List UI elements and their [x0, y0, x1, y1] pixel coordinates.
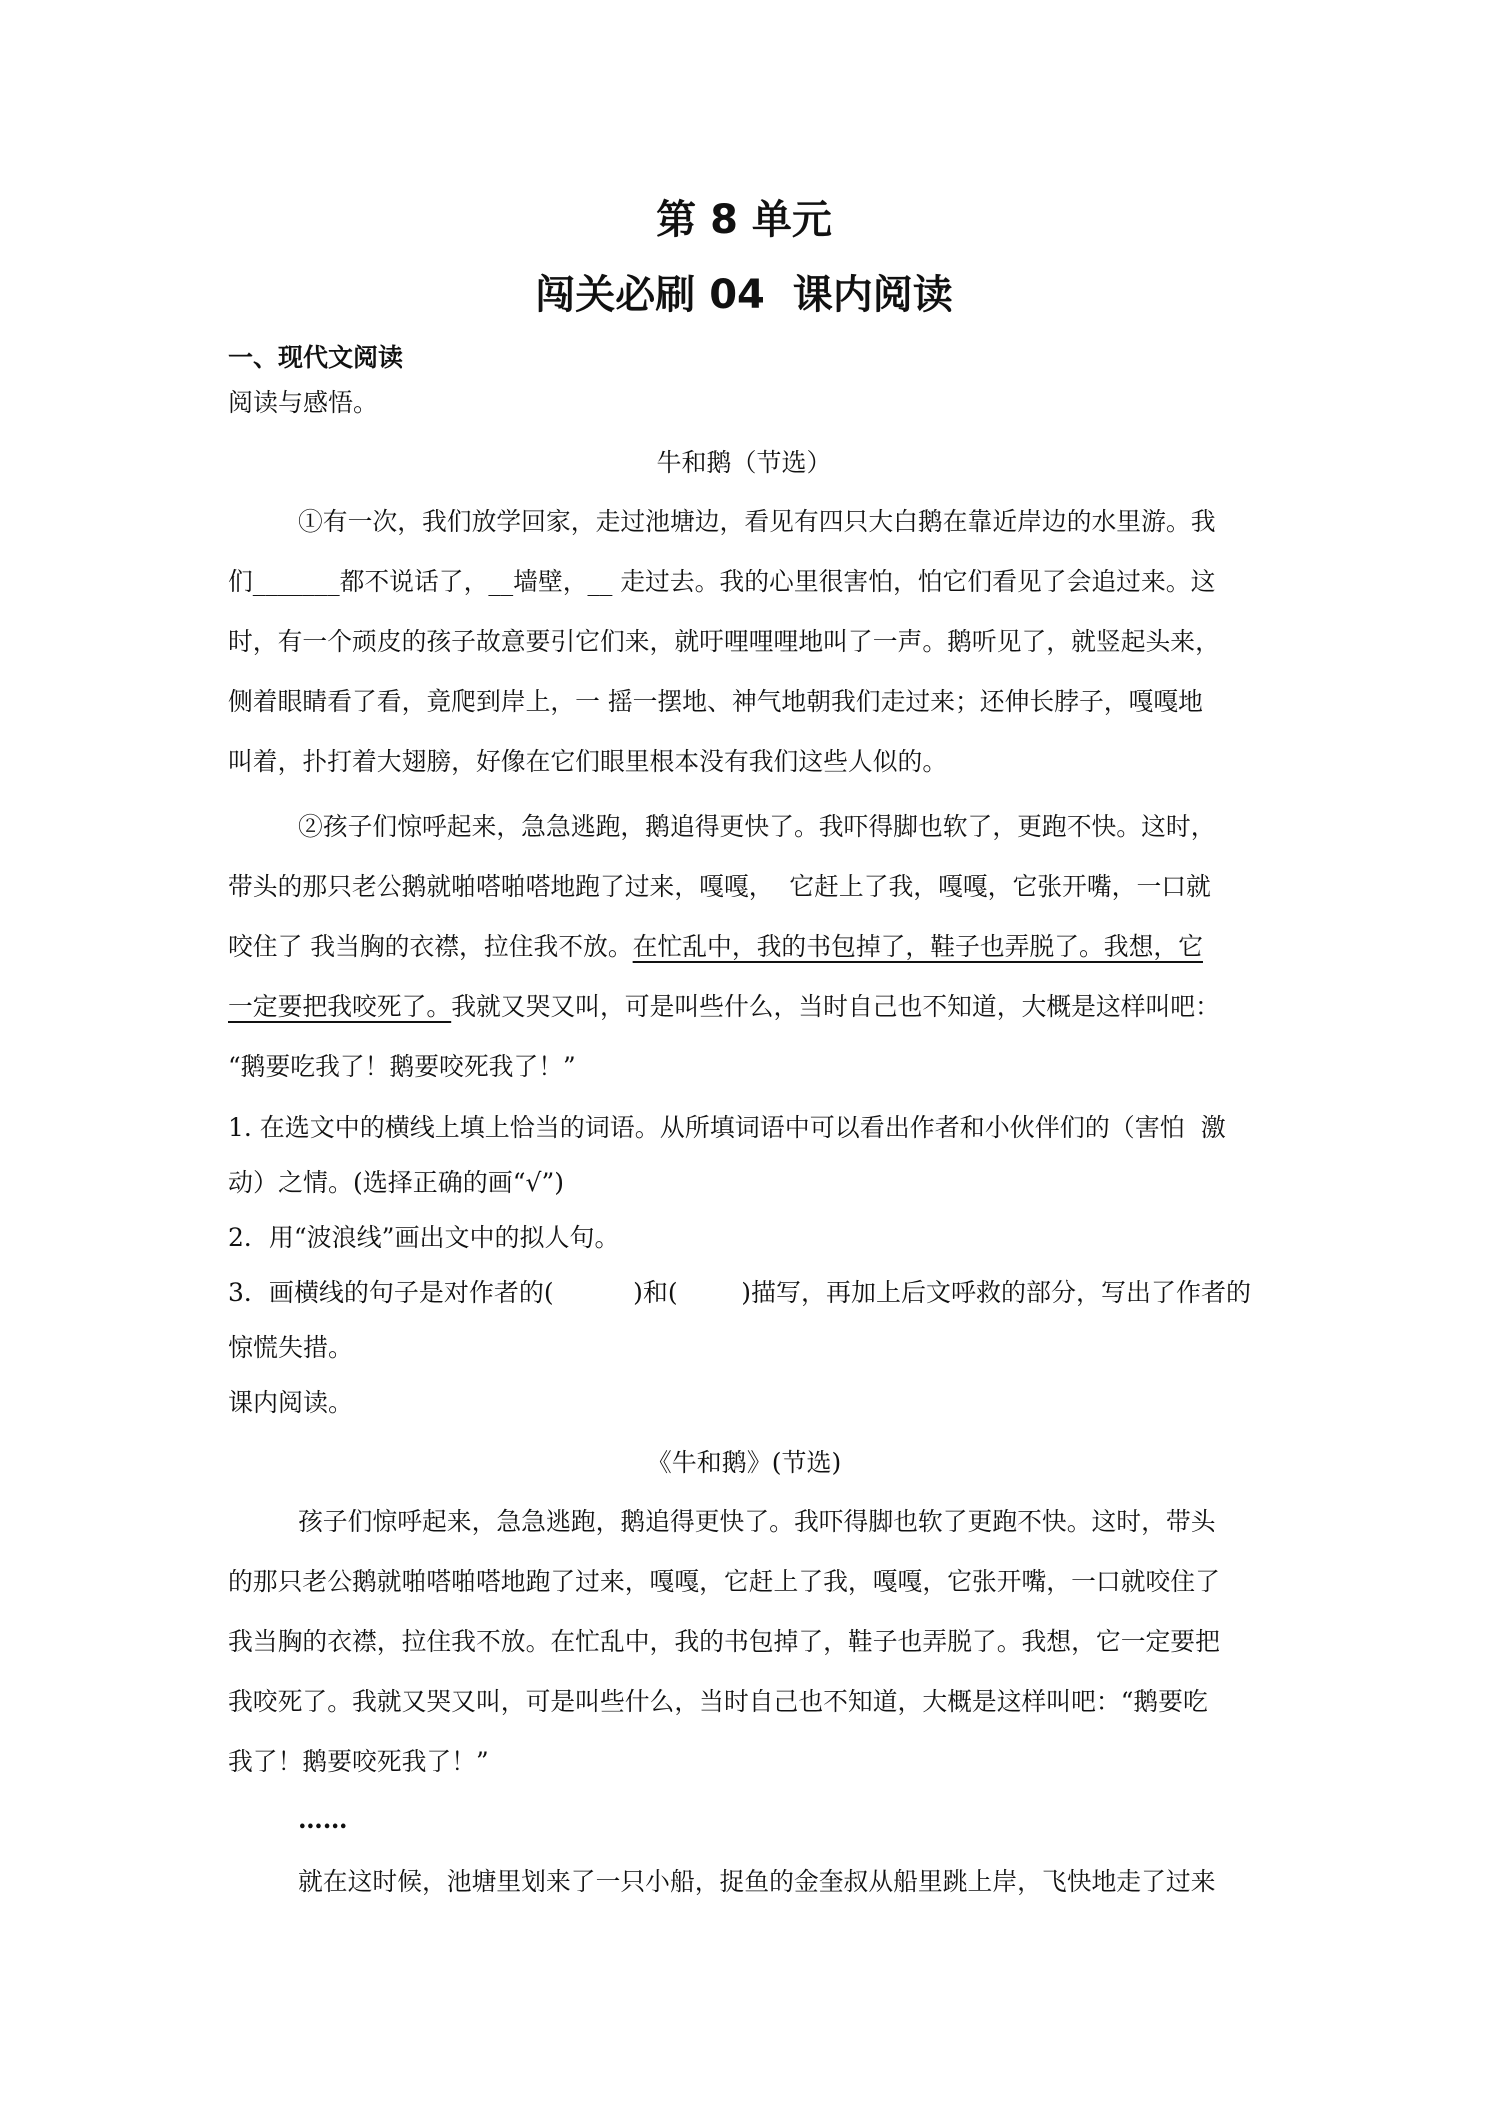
part1-p2-line-3 [228, 932, 1203, 961]
part1-p1-line-4: 侧着眼睛看了看，竟爬到岸上，一 摇一摆地、神气地朝我们走过来；还伸长脖子，嘎嘎地 [228, 687, 1203, 716]
part2-p1-line-3: 我当胸的衣襟，拉住我不放。在忙乱中，我的书包掉了，鞋子也弄脱了。我想，它一定要把 [228, 1627, 1220, 1656]
part1-p1-line-5: 叫着，扑打着大翅膀，好像在它们眼里根本没有我们这些人似的。 [228, 747, 948, 776]
part2-p1-line-2: 的那只老公鹅就啪嗒啪嗒地跑了过来，嘎嘎，它赶上了我，嘎嘎，它张开嘴，一口就咬住了 [228, 1567, 1220, 1596]
part1-p2-line-1: ②孩子们惊呼起来，急急逃跑，鹅追得更快了。我吓得脚也软了，更跑不快。这时， [298, 812, 1216, 841]
p2-line4-plain: 我就又哭又叫，可是叫些什么，当时自己也不知道，大概是这样叫吧： [451, 992, 1220, 1021]
part2-p1-line-1: 孩子们惊呼起来，急急逃跑，鹅追得更快了。我吓得脚也软了更跑不快。这时，带头 [298, 1507, 1216, 1536]
question-1-line-1: 1. 在选文中的横线上填上恰当的词语。从所填词语中可以看出作者和小伙伴们的（害怕 激 [228, 1113, 1226, 1142]
part1-p1-line-2: 们_______都不说话了，__墙壁，__ 走过去。我的心里很害怕，怕它们看见了会追过来。这 [228, 567, 1216, 596]
part2-p1-line-5: 我了！鹅要咬死我了！” [228, 1747, 489, 1776]
part1-p1-line-1: ①有一次，我们放学回家，走过池塘边，看见有四只大白鹅在靠近岸边的水里游。我 [298, 507, 1216, 536]
part1-p1-line-3: 时，有一个顽皮的孩子故意要引它们来，就吁哩哩哩地叫了一声。鹅听见了，就竖起头来， [228, 627, 1220, 656]
part1-instruction: 阅读与感悟。 [228, 388, 379, 417]
question-3-line-1: 3．画横线的句子是对作者的( )和( )描写，再加上后文呼救的部分，写出了作者的 [228, 1278, 1251, 1307]
page-title: 第 8 单元 [656, 197, 832, 243]
part2-p2-line-1: 就在这时候，池塘里划来了一只小船，捉鱼的金奎叔从船里跳上岸，飞快地走了过来 [298, 1867, 1216, 1896]
page-subtitle: 闯关必刷 04 课内阅读 [535, 272, 953, 318]
part1-p2-line-4 [228, 992, 1220, 1021]
ellipsis: …… [298, 1805, 348, 1834]
p2-line3-plain: 咬住了 我当胸的衣襟，拉住我不放。 [228, 932, 633, 961]
p2-line3-underlined: 在忙乱中，我的书包掉了，鞋子也弄脱了。我想，它 [632, 932, 1203, 961]
part1-p2-line-5: “鹅要吃我了！鹅要咬死我了！” [228, 1052, 576, 1081]
part2-p1-line-4: 我咬死了。我就又哭又叫，可是叫些什么，当时自己也不知道，大概是这样叫吧：“鹅要吃 [228, 1687, 1208, 1716]
section-heading: 一、现代文阅读 [228, 343, 404, 372]
part1-p2-line-2: 带头的那只老公鹅就啪嗒啪嗒地跑了过来，嘎嘎， 它赶上了我，嘎嘎，它张开嘴，一口就 [228, 872, 1211, 901]
question-1-line-2: 动）之情。(选择正确的画“√”) [228, 1168, 564, 1197]
part2-instruction: 课内阅读。 [228, 1388, 354, 1417]
p2-line4-underlined: 一定要把我咬死了。 [228, 992, 452, 1021]
part2-passage-title: 《牛和鹅》(节选) [646, 1448, 842, 1477]
question-2: 2．用“波浪线”画出文中的拟人句。 [228, 1223, 620, 1252]
question-3-line-2: 惊慌失措。 [228, 1333, 354, 1362]
part1-passage-title: 牛和鹅（节选） [656, 448, 832, 477]
